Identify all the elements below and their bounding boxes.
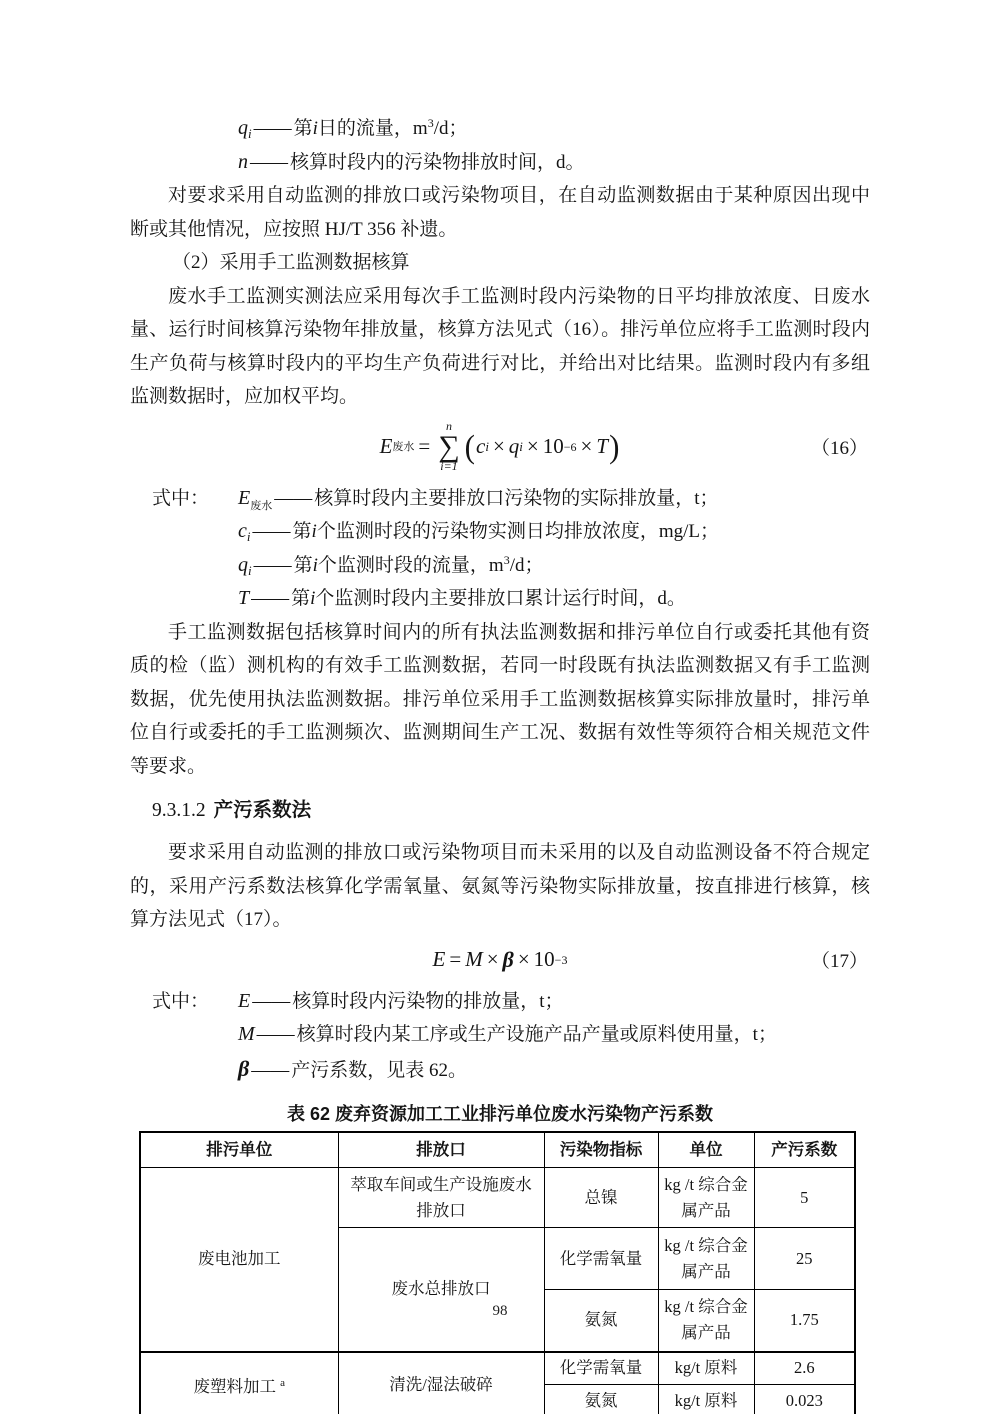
symbol-E-wastewater: E [238,486,251,509]
col-header-outlet: 排放口 [338,1132,544,1168]
paragraph-auto-monitoring: 对要求采用自动监测的排放口或污染物项目，在自动监测数据由于某种原因出现中断或其他情况，应按照 HJ/T 356 补遗。 [130,185,870,240]
formula16-E: E [379,434,393,458]
cell-pollutant: 氨氮 [544,1290,658,1352]
cell-pollutant: 化学需氧量 [544,1228,658,1290]
cell-measure: kg /t 综合金属产品 [658,1168,754,1228]
footnote-marker-a: a [280,1376,285,1389]
defs17-E: 式中： E —— 核算时段内污染物的排放量，t； [152,989,564,1012]
summation-symbol: n ∑ i=1 [438,419,460,473]
table-header-row [140,1132,855,1168]
col-header-unit: 排污单位 [140,1132,338,1168]
paragraph-coefficient-method: 要求采用自动监测的排放口或污染物项目而未采用的以及自动监测设备不符合规定的，采用产污系数法核算化学需氧量、氨氮等污染物实际排放量，按直排进行核算，核算方法见式（17）。 [130,842,870,930]
table-row [140,1168,855,1228]
symbol-q: q [238,117,248,139]
cell-measure: kg/t 原料 [658,1352,754,1385]
cell-coefficient: 2.6 [754,1352,855,1385]
cell-outlet: 废水总排放口 [338,1228,544,1352]
cell-measure: kg /t 综合金属产品 [658,1228,754,1290]
definition-n-top: n —— 核算时段内的污染物排放时间，d。 [238,150,585,173]
table-row [140,1352,855,1385]
table-62 [139,1131,856,1414]
defs16-E: 式中： $E_{废水}$ —— 核算时段内主要排放口污染物的实际排放量，t； [152,486,719,512]
col-header-pollutant: 污染物指标 [544,1132,658,1168]
cell-unit-plastic: 废塑料加工 $^a$ [140,1352,338,1414]
formula-17: E = M × β × 10 −3 （17） [432,946,868,972]
cell-pollutant: 总镍 [544,1168,658,1228]
symbol-M: M [238,1023,255,1045]
section-heading-9312: 9.3.1.2 产污系数法 [152,799,312,821]
cell-unit-battery: 废电池加工 [140,1168,338,1352]
sub-heading-manual-monitoring: （2）采用手工监测数据核算 [172,252,410,273]
cell-measure: kg/t 原料 [658,1385,754,1414]
symbol-T: T [238,587,250,609]
defs16-c: $c_i$ —— 第i个监测时段的污染物实测日均排放浓度，mg/L； [238,520,719,544]
symbol-beta: β [502,946,514,972]
defs17-beta: β —— 产污系数，见表 62。 [238,1055,468,1081]
cell-coefficient: 5 [754,1168,855,1228]
symbol-n: n [238,150,248,173]
col-header-coefficient: 产污系数 [754,1132,855,1168]
formula-16: E 废水 = n ∑ i=1 ( c i × q i × 10 −6 × T ) （16） [379,419,868,473]
cell-pollutant: 氨氮 [544,1385,658,1414]
col-header-measure: 单位 [658,1132,754,1168]
formula17-E: E [432,947,446,971]
paragraph-manual-method: 废水手工监测实测法应采用每次手工监测时段内污染物的日平均排放浓度、日废水量、运行时间核算污染物年排放量，核算方法见式（16）。排污单位应将手工监测时段内生产负荷与核算时段内的平均生产负荷进行对比，并给出对比结果。监测时段内有多组监测数据时，应加权平均。 [130,285,870,407]
page-content [130,112,870,1414]
defs17-M: M —— 核算时段内某工序或生产设施产品产量或原料使用量，t； [238,1023,777,1045]
symbol-E: E [238,989,251,1012]
cell-coefficient: 0.023 [754,1385,855,1414]
table-62-title: 表 62 废弃资源加工工业排污单位废水污染物产污系数 [286,1104,714,1124]
paragraph-manual-data-scope: 手工监测数据包括核算时间内的所有执法监测数据和排污单位自行或委托其他有资质的检（监）测机构的有效手工监测数据，若同一时段既有执法监测数据又有手工监测数据，优先使用执法监测数据。排污单位采用手工监测数据核算实际排放量时，排污单位自行或委托的手工监测频次、监测期间生产工况、数据有效性等须符合相关规范文件等要求。 [130,621,870,777]
cell-outlet: 萃取车间或生产设施废水排放口 [338,1168,544,1228]
symbol-beta: β [238,1055,250,1081]
definition-qi-top: $q_i$ —— 第i日的流量，$m^3/d$； [238,116,468,141]
cell-coefficient: 1.75 [754,1290,855,1352]
formula17-number: （17） [810,951,868,972]
formula16-number: （16） [810,438,868,459]
defs16-q: $q_i$ —— 第i个监测时段的流量，$m^3/d$； [238,552,544,578]
cell-pollutant: 化学需氧量 [544,1352,658,1385]
cell-outlet: 清洗/湿法破碎 [338,1352,544,1414]
page-number: 98 [492,1303,508,1319]
cell-measure: kg /t 综合金属产品 [658,1290,754,1352]
defs16-T: T —— 第i个监测时段内主要排放口累计运行时间，d。 [238,587,686,609]
symbol-c: c [238,520,247,542]
symbol-q: q [238,553,248,576]
cell-coefficient: 25 [754,1228,855,1290]
